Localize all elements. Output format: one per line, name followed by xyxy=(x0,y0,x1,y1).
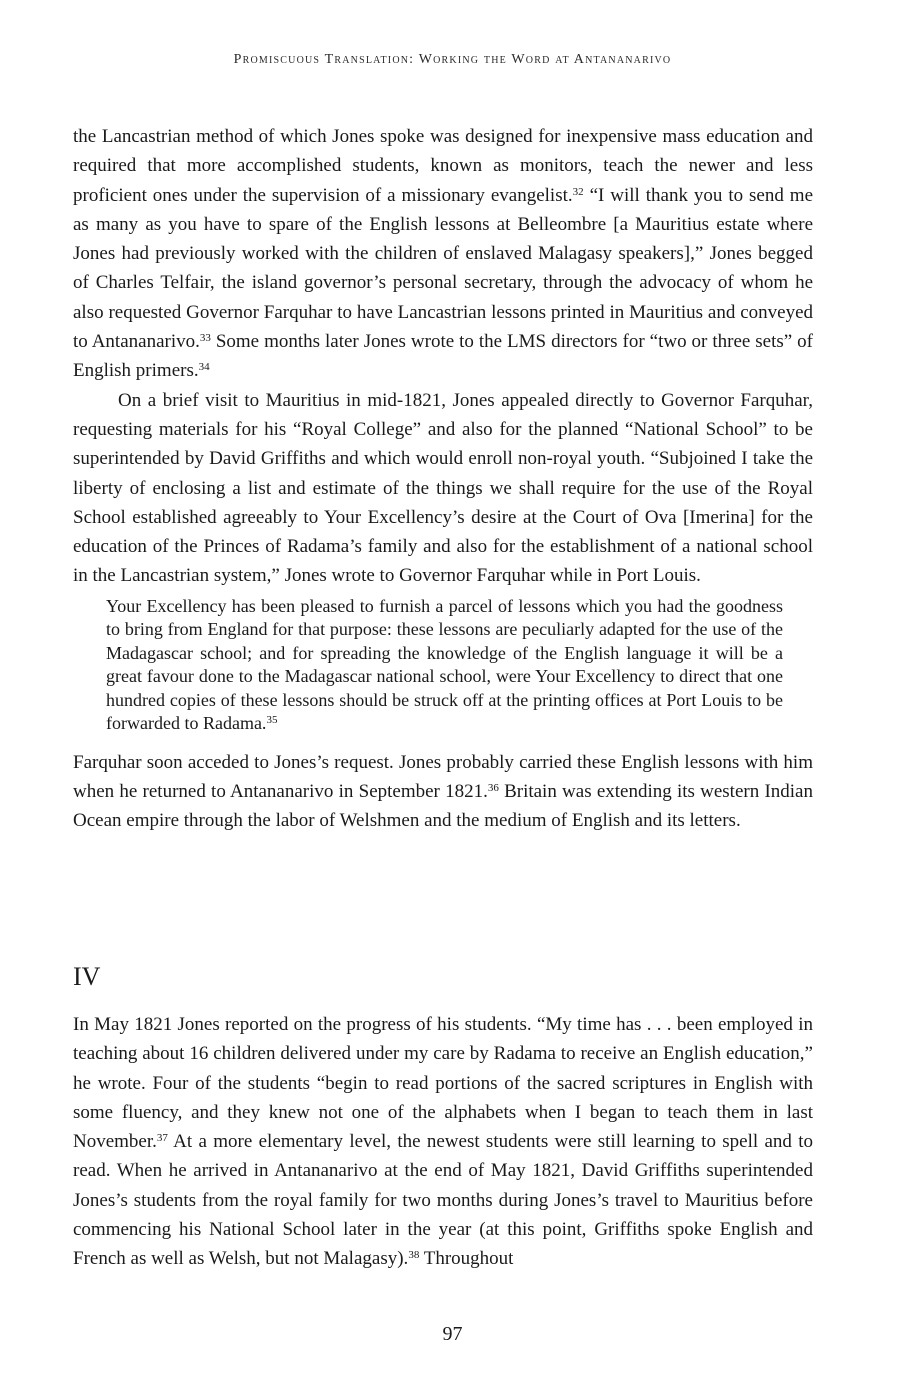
footnote-ref[interactable]: 36 xyxy=(487,782,499,795)
footnote-ref[interactable]: 32 xyxy=(572,185,584,198)
text-run: In May 1821 Jones reported on the progress of his students. “My time has . . . been employed in teaching about 16 children delivered under my care by Radama to receive an English education,” he wrote. Four of the students “begin to read portions of the sacred scriptures in English with some fluency, and they knew not one of the alphabets when I began to teach them in last November. xyxy=(73,1014,813,1153)
text-run: the Lancastrian method of which Jones spoke was designed for inexpensive mass education and required that more accomplished students, known as monitors, teach the newer and less proficient ones under the supervision of a missionary evangelist. xyxy=(73,126,813,206)
page-number: 97 xyxy=(442,1323,463,1345)
footnote-ref[interactable]: 37 xyxy=(156,1132,168,1145)
text-run: On a brief visit to Mauritius in mid-1821, Jones appealed directly to Governor Farquhar, requesting materials for his “Royal College” and also for the planned “National School” to be superintended by David Griffiths and which would enroll non-royal youth. “Subjoined I take the liberty of enclosing a list and estimate of the things we shall require for the use of the Royal School established agreeably to Your Excellency’s desire at the Court of Ova [Imerina] for the education of the Princes of Radama’s family and also for the establishment of a national school in the Lancastrian system,” Jones wrote to Governor Farquhar while in Port Louis. xyxy=(73,389,813,587)
section-heading: IV xyxy=(73,962,101,991)
section-paragraph xyxy=(73,1010,813,1274)
text-run: Some months later Jones wrote to the LMS directors for “two or three sets” of English primers. xyxy=(73,331,814,382)
text-run: Britain was extending its western Indian Ocean empire through the labor of Welshmen and the medium of English and its letters. xyxy=(73,781,813,832)
block-quote xyxy=(106,595,783,736)
footnote-ref[interactable]: 33 xyxy=(199,332,211,345)
paragraph-2 xyxy=(73,386,813,591)
body-text-section-iv xyxy=(73,1010,813,1274)
text-run: “I will thank you to send me as many as you have to spare of the English lessons at Belleombre [a Mauritius estate where Jones had previously worked with the children of enslaved Malagasy speakers],” Jones begged of Charles Telfair, the island governor’s personal secretary, through the advocacy of whom he also requested Governor Farquhar to have Lancastrian lessons printed in Mauritius and conveyed to Antananarivo. xyxy=(73,184,813,353)
footnote-ref[interactable]: 34 xyxy=(198,361,210,374)
footnote-ref[interactable]: 35 xyxy=(266,714,278,727)
text-run: At a more elementary level, the newest students were still learning to spell and to read. When he arrived in Antananarivo at the end of May 1821, David Griffiths superintended Jones’s students from the royal family for two months during Jones’s travel to Mauritius before commencing his National School later in the year (at this point, Griffiths spoke English and French as well as Welsh, but not Malagasy). xyxy=(73,1131,813,1270)
footnote-ref[interactable]: 38 xyxy=(408,1249,420,1262)
body-text-top xyxy=(73,122,813,836)
paragraph-1 xyxy=(73,122,813,386)
text-run: Farquhar soon acceded to Jones’s request. Jones probably carried these English lessons with him when he returned to Antananarivo in September 1821. xyxy=(73,751,813,803)
text-run: Your Excellency has been pleased to furnish a parcel of lessons which you had the goodness to bring from England for that purpose: these lessons are peculiarly adapted for the use of the Madagascar school; and for spreading the knowledge of the English language it will be a great favour done to the Madagascar national school, were Your Excellency to direct that one hundred copies of these lessons should be struck off at the printing offices at Port Louis to be forwarded to Radama. xyxy=(106,595,783,734)
running-head: Promiscuous Translation: Working the Word at Antananarivo xyxy=(233,52,672,67)
paragraph-after-quote xyxy=(73,748,813,836)
text-run: Throughout xyxy=(419,1248,514,1270)
